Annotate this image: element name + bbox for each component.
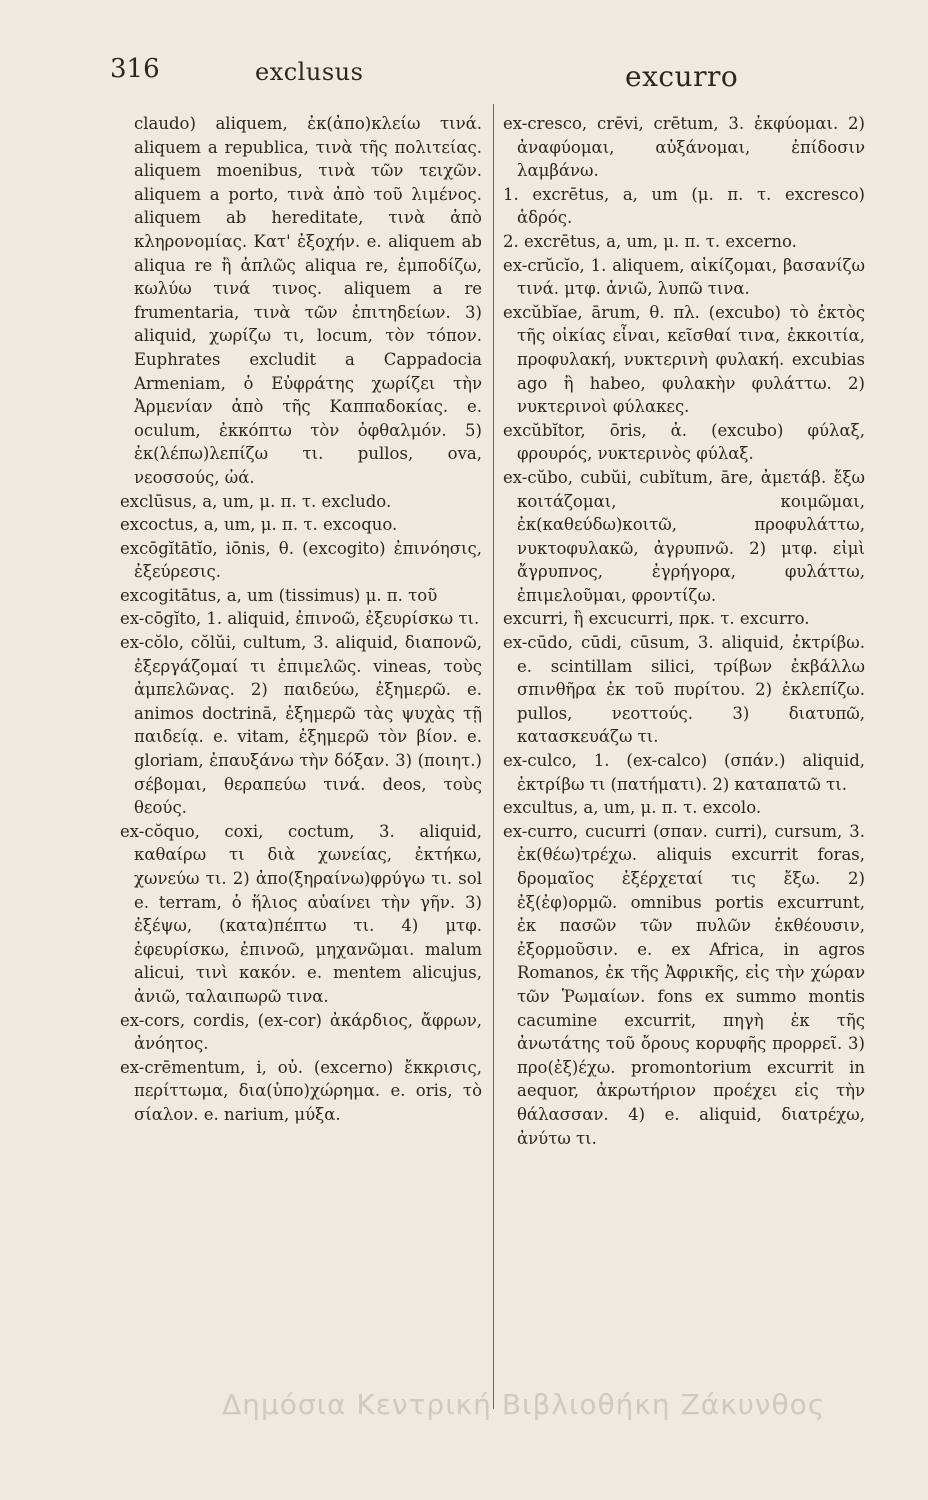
page-header: [110, 54, 830, 94]
dictionary-entry: excŭbĭtor, ōris, ἀ. (excubo) φύλαξ, φρουρός, νυκτερινὸς φύλαξ.: [503, 420, 865, 464]
dictionary-entry: ex-crēmentum, i, οὐ. (excerno) ἔκκρισις, περίττωμα, δια(ὑπο)χώρημα. e. oris, τὸ σίαλον. e. narium, μύξα.: [120, 1057, 482, 1124]
dictionary-entry: ex-cōgĭto, 1. aliquid, ἐπινοῶ, ἐξευρίσκω τι.: [120, 609, 480, 629]
left-column: [120, 112, 482, 1127]
dictionary-entry: excōgĭtātĭo, iōnis, θ. (excogito) ἐπινόησις, ἐξεύρεσις.: [120, 538, 482, 582]
dictionary-entry: 1. excrētus, a, um (μ. π. τ. excresco) ἁδρός.: [503, 184, 865, 228]
dictionary-entry: ex-cors, cordis, (ex-cor) ἀκάρδιος, ἄφρων, ἀνόητος.: [120, 1010, 482, 1054]
dictionary-entry: exclūsus, a, um, μ. π. τ. excludo.: [120, 491, 392, 511]
page-number: 316: [110, 54, 160, 84]
dictionary-entry: 2. excrētus, a, um, μ. π. τ. excerno.: [503, 231, 797, 251]
dictionary-entry: excoctus, a, um, μ. π. τ. excoquo.: [120, 515, 398, 535]
dictionary-entry: excultus, a, um, μ. π. τ. excolo.: [503, 798, 762, 818]
dictionary-entry: ex-cŏquo, coxi, coctum, 3. aliquid, καθαίρω τι διὰ χωνείας, ἐκτήκω, χωνεύω τι. 2) ἀπο(ξηραίνω)φρύγω τι. sol e. terram, ὁ ἥλιος αὐαίνει τὴν γῆν. 3) ἐξέψω, (κατα)πέπτω τι. 4) μτφ. ἐφευρίσκω, ἐπινοῶ, μηχανῶμαι. malum alicui, τινὶ κακόν. e. mentem alicujus, ἀνιῶ, ταλαιπωρῶ τινα.: [120, 821, 482, 1006]
column-divider: [493, 104, 494, 1409]
dictionary-entry: ex-crŭcĭo, 1. aliquem, αἰκίζομαι, βασανίζω τινά. μτφ. ἀνιῶ, λυπῶ τινα.: [503, 255, 865, 299]
dictionary-entry: ex-curro, cucurri (σπαν. curri), cursum, 3. ἐκ(θέω)τρέχω. aliquis excurrit foras, δρομαῖος ἐξέρχεταί τις ἔξω. 2) ἐξ(ἐφ)ορμῶ. omnibus portis excurrunt, ἐκ πασῶν τῶν πυλῶν ἐκθέουσιν, ἐξορμοῦσιν. e. ex Africa, in agros Romanos, ἐκ τῆς Ἀφρικῆς, εἰς τὴν χώραν τῶν Ῥωμαίων. fons ex summo montis cacumine excurrit, πηγὴ ἐκ τῆς ἀνωτάτης τοῦ ὄρους κορυφῆς προρρεῖ. 3) προ(ἐξ)έχω. promontorium excurrit in aequor, ἀκρωτήριον προέχει εἰς τὴν θάλασσαν. 4) e. aliquid, διατρέχω, ἀνύτω τι.: [503, 821, 865, 1148]
dictionary-entry: excurri, ἢ excucurri, πρκ. τ. excurro.: [503, 609, 810, 629]
left-guide-word: exclusus: [255, 58, 364, 86]
dictionary-entry: ex-cŭbo, cubŭi, cubĭtum, āre, ἀμετάβ. ἔξω κοιτάζομαι, κοιμῶμαι, ἐκ(καθεύδω)κοιτῶ, προφυλάττω, νυκτοφυλακῶ, ἀγρυπνῶ. 2) μτφ. εἰμὶ ἄγρυπνος, ἐγρήγορα, φυλάττω, ἐπιμελοῦμαι, φροντίζω.: [503, 467, 865, 605]
dictionary-entry: claudo) aliquem, ἐκ(ἀπο)κλείω τινά. aliquem a republica, τινὰ τῆς πολιτείας. aliquem moenibus, τινὰ τῶν τειχῶν. aliquem a porto, τινὰ ἀπὸ τοῦ λιμένος. aliquem ab hereditate, τινὰ ἀπὸ κληρονομίας. Κατ' ἐξοχήν. e. aliquem ab aliqua re ἢ ἁπλῶς aliqua re, ἐμποδίζω, κωλύω τινά τινος. aliquem a re frumentaria, τινὰ τῶν ἐπιτηδείων. 3) aliquid, χωρίζω τι, locum, τὸν τόπον. Euphrates excludit a Cappadocia Armeniam, ὁ Εὐφράτης χωρίζει τὴν Ἀρμενίαν ἀπὸ τῆς Καππαδοκίας. e. oculum, ἐκκόπτω τὸν ὀφθαλμόν. 5) ἐκ(λέπω)λεπίζω τι. pullos, ova, νεοσσούς, ὠά.: [134, 114, 482, 487]
dictionary-entry: excŭbĭae, ārum, θ. πλ. (excubo) τὸ ἐκτὸς τῆς οἰκίας εἶναι, κεῖσθαί τινα, ἐκκοιτία, προφυλακή, νυκτερινὴ φυλακή. excubias ago ἢ habeo, φυλακὴν φυλάττω. 2) νυκτερινοὶ φύλακες.: [503, 302, 865, 417]
right-guide-word: excurro: [625, 60, 739, 93]
library-watermark: Δημόσια Κεντρική Βιβλιοθήκη Ζάκυνθος: [222, 1388, 826, 1421]
dictionary-entry: ex-cŏlo, cŏlŭi, cultum, 3. aliquid, διαπονῶ, ἐξεργάζομαί τι ἐπιμελῶς. vineas, τοὺς ἀμπελῶνας. 2) παιδεύω, ἐξημερῶ. e. animos doctrinā, ἐξημερῶ τὰς ψυχὰς τῇ παιδείᾳ. e. vitam, ἐξημερῶ τὸν βίον. e. gloriam, ἐπαυξάνω τὴν δόξαν. 3) (ποιητ.) σέβομαι, θεραπεύω τινά. deos, τοὺς θεούς.: [120, 633, 482, 818]
right-column: [503, 112, 865, 1150]
dictionary-entry: ex-cūdo, cūdi, cūsum, 3. aliquid, ἐκτρίβω. e. scintillam silici, τρίβων ἐκβάλλω σπινθῆρα ἐκ τοῦ πυρίτου. 2) ἐκλεπίζω. pullos, νεοττούς. 3) διατυπῶ, κατασκευάζω τι.: [503, 633, 865, 747]
dictionary-entry: excogitātus, a, um (tissimus) μ. π. τοῦ: [120, 585, 438, 605]
dictionary-entry: ex-culco, 1. (ex-calco) (σπάν.) aliquid, ἐκτρίβω τι (πατήματι). 2) καταπατῶ τι.: [503, 751, 865, 794]
dictionary-entry: ex-cresco, crēvi, crētum, 3. ἐκφύομαι. 2) ἀναφύομαι, αὐξάνομαι, ἐπίδοσιν λαμβάνω.: [503, 114, 865, 181]
